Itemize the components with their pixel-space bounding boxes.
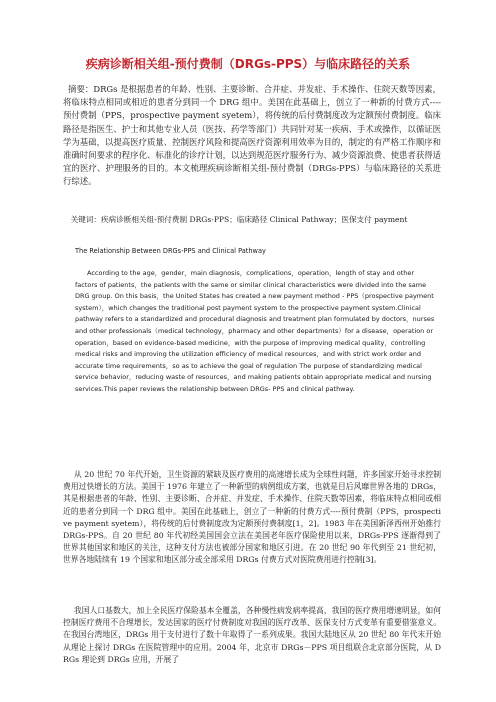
chinese-abstract: 摘要：DRGs 是根据患者的年龄、性别、主要诊断、合并症、并发症、手术操作、住院天数等因素，将临床特点相同或相近的患者分到同一个 DRG 组中。美国在此基础上，创立了一种新的付费方式----预付费制（PPS，prospective payment syetem），将传统的后付费制度改为定额预付费制度。临床路径是指医生、护士和其他专业人员（医技、药学等部门）共同针对某一疾病、手术或操作，以循证医学为基础，以提高医疗质量、控制医疗风险和提高医疗资源利用效率为目的，制定的有严格工作顺序和准确时间要求的程序化、标准化的诊疗计划，以达到规范医疗服务行为、减少资源浪费、使患者获得适宜的医疗、护理服务的目的。本文梳理疾病诊断相关组-预付费制（DRGs-PPS）与临床路径的关系进行综述。 (63, 84, 441, 187)
english-abstract: According to the age，gender，main diagnosis，complications，operation，length of stay and other factors of patients，the patients with the same or similar clinical characteristics were divided into the same DRG group. On this basis，the United States has created a new payment method - PPS（prospective payment system），which changes the traditional post payment system to the prospective payment system.Clinical pathway refers to a standardized and procedural diagnosis and treatment plan formulated by doctors，nurses and other professionals（medical technology，pharmacy and other departments）for a disease，operation or operation，based on evidence-based medicine，with the purpose of improving medical quality，controlling medical risks and improving the utilization efficiency of medical resources，and with strict work order and accurate time requirements，so as to achieve the goal of regulation The purpose of standardizing medical service behavior，reducing waste of resources，and making patients obtain appropriate medical and nursing services.This paper reviews the relationship between DRGs- PPS and clinical pathway. (75, 269, 435, 393)
introduction-paragraph: 从 20 世纪 70 年代开始，卫生资源的紧缺及医疗费用的高速增长成为全球性问题，许多国家开始寻求控制费用过快增长的方法。美国于 1976 年建立了一种新型的病例组成方案，也就是目后风靡世界各地的 DRGs，其是根据患者的年龄、性别、主要诊断、合并症、并发症、手术操作、住院天数等因素，将临床特点相同或相近的患者分到同一个 DRG 组中。美国在此基础上，创立了一种新的付费方式----预付费制（PPS，prospective payment syetem），将传统的后付费制度改为定额预付费制度[1，2]。1983 年在美国新泽西州开始推行 DRGs-PPS。自 20 世纪 80 年代初经美国国会立法在美国老年医疗保险使用以来，DRGs-PPS 逐渐得到了世界其他国家和地区的关注，这种支付方法也被部分国家和地区引进。在 20 世纪 90 年代到至 21 世纪初，世界各地陆续有 19 个国家和地区部分或全部采用 DRGs 付费方式对医院费用进行控制[3]。 (63, 470, 441, 565)
body-paragraph: 我国人口基数大，加上全民医疗保险基本全覆盖，各种慢性病发病率提高，我国的医疗费用增速明显，如何控制医疗费用不合理增长，发达国家的医疗付费制度对我国的医疗改革、医保支付方式变革有重要借鉴意义。在我国台湾地区，DRGs 用于支付进行了数十年取得了一系列成果。我国大陆地区从 20 世纪 80 年代末开始从理论上探讨 DRGs 在医院管理中的应用。2004 年，北京市 DRGs－PPS 项目组联合北京部分医院，从 DRGs 理论到 DRGs 应用，开展了 (63, 606, 441, 664)
keywords: 关键词：疾病诊断相关组-预付费制 DRGs-PPS；临床路径 Clinical Pathway；医保支付 payment (70, 215, 408, 224)
english-title: The Relationship Between DRGs-PPS and Clinical Pathway (75, 247, 266, 255)
paper-title: 疾病诊断相关组-预付费制（DRGs-PPS）与临床路径的关系 (85, 57, 411, 71)
